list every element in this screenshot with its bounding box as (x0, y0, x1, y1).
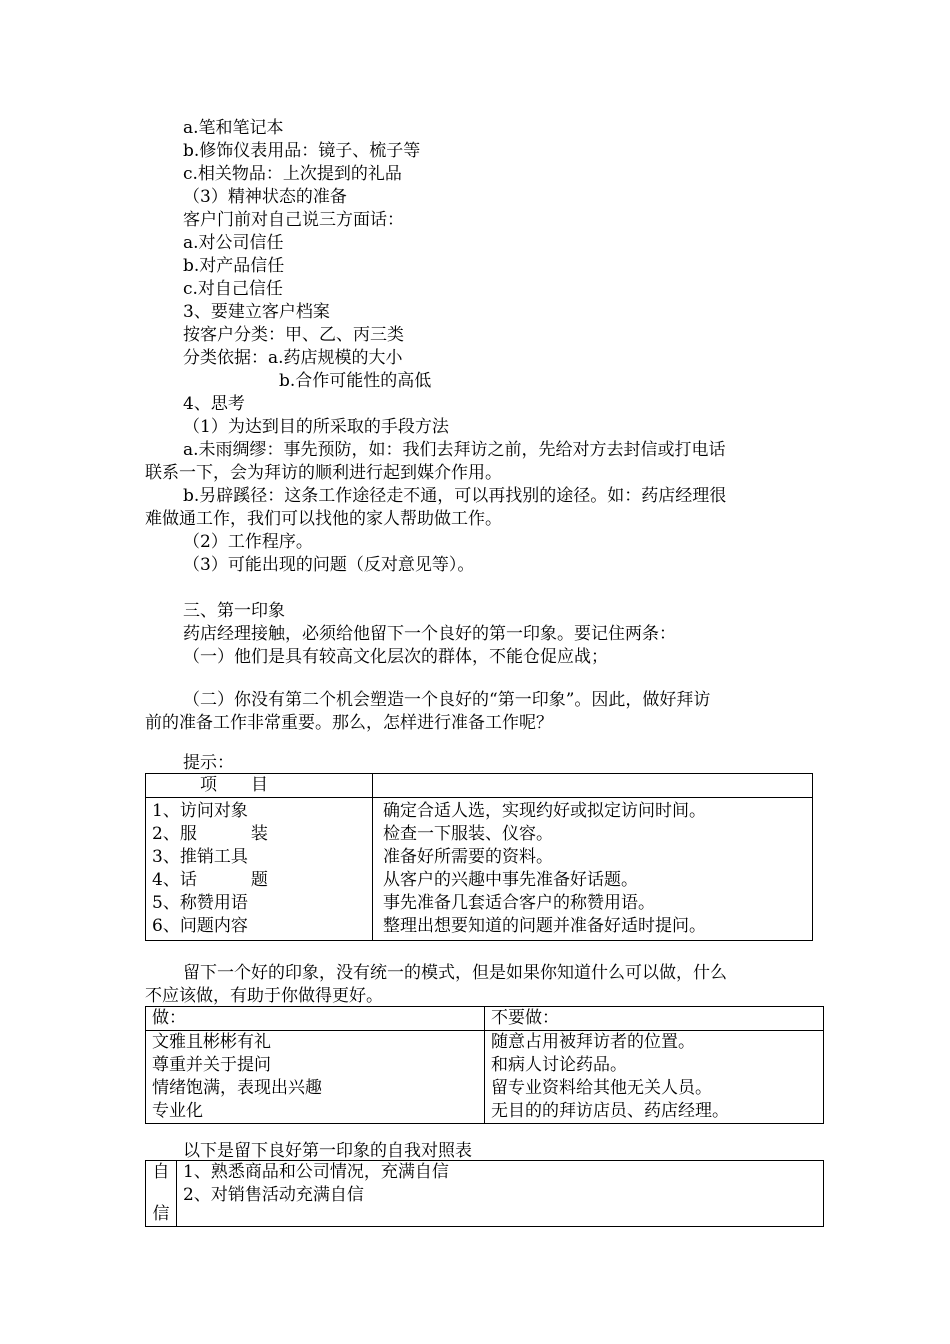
text-line: （3）精神状态的准备 (183, 187, 347, 207)
list-item: 2、对销售活动充满自信 (183, 1185, 364, 1205)
dont-cell (485, 1031, 824, 1124)
list-item: 1、访问对象 (152, 801, 248, 821)
paragraph-line: 联系一下，会为拜访的顺利进行起到媒介作用。 (145, 463, 502, 483)
list-item: 3、推销工具 (152, 847, 248, 867)
text-line: b.修饰仪表用品：镜子、梳子等 (183, 141, 421, 161)
text-line: （2）工作程序。 (183, 532, 313, 552)
section-heading: 4、思考 (183, 394, 245, 414)
table-header-row (146, 1007, 824, 1031)
header-cell (146, 774, 373, 798)
table-row (146, 1161, 824, 1227)
list-item: 文雅且彬彬有礼 (152, 1032, 271, 1052)
list-item: 从客户的兴趣中事先准备好话题。 (383, 870, 638, 890)
header-label: 项 (200, 775, 217, 795)
table-row (146, 798, 813, 941)
do-header: 做： (146, 1007, 485, 1031)
list-item: 4、话 题 (152, 870, 268, 890)
header-label: 目 (251, 775, 268, 795)
list-item: 确定合适人选，实现约好或拟定访问时间。 (383, 801, 706, 821)
text-line: c.相关物品：上次提到的礼品 (183, 164, 402, 184)
list-item: 2、服 装 (152, 824, 268, 844)
table-header-row (146, 774, 813, 798)
list-item: 检查一下服装、仪容。 (383, 824, 553, 844)
category-cell (146, 1161, 177, 1227)
text-line: （3）可能出现的问题（反对意见等）。 (183, 555, 475, 575)
text-line: a.对公司信任 (183, 233, 284, 253)
list-item: 随意占用被拜访者的位置。 (491, 1032, 695, 1052)
section-heading: 3、要建立客户档案 (183, 302, 330, 322)
text-line: a.笔和笔记本 (183, 118, 284, 138)
text-line: 分类依据：a.药店规模的大小 (183, 348, 403, 368)
descs-cell (373, 798, 813, 941)
paragraph-line: （二）你没有第二个机会塑造一个良好的“第一印象”。因此，做好拜访 (183, 690, 711, 710)
category-label: 自 (152, 1162, 170, 1182)
section-heading: 三、第一印象 (183, 601, 285, 621)
category-label: 信 (152, 1204, 170, 1224)
list-item: 事先准备几套适合客户的称赞用语。 (383, 893, 655, 913)
list-item: 和病人讨论药品。 (491, 1055, 627, 1075)
header-cell (373, 774, 813, 798)
do-cell (146, 1031, 485, 1124)
paragraph-line: 留下一个好的印象，没有统一的模式，但是如果你知道什么可以做，什么 (183, 963, 727, 983)
paragraph-line: 不应该做，有助于你做得更好。 (145, 986, 383, 1006)
text-line: 按客户分类：甲、乙、丙三类 (183, 325, 404, 345)
table-caption: 以下是留下良好第一印象的自我对照表 (183, 1141, 472, 1161)
list-item: 专业化 (152, 1101, 203, 1121)
paragraph-line: a.未雨绸缪：事先预防，如：我们去拜访之前，先给对方去封信或打电话 (183, 440, 726, 460)
self-check-table (145, 1160, 824, 1227)
list-item: 1、熟悉商品和公司情况，充满自信 (183, 1162, 449, 1182)
text-line: c.对自己信任 (183, 279, 283, 299)
text-line: 客户门前对自己说三方面话： (183, 210, 404, 230)
list-item: 尊重并关于提问 (152, 1055, 271, 1075)
list-item: 情绪饱满，表现出兴趣 (152, 1078, 322, 1098)
list-item: 准备好所需要的资料。 (383, 847, 553, 867)
items-cell (177, 1161, 824, 1227)
table-row (146, 1031, 824, 1124)
list-item: 无目的的拜访店员、药店经理。 (491, 1101, 729, 1121)
dont-header: 不要做： (485, 1007, 824, 1031)
paragraph-line: 难做通工作，我们可以找他的家人帮助做工作。 (145, 509, 502, 529)
list-item: 留专业资料给其他无关人员。 (491, 1078, 712, 1098)
table-caption: 提示： (183, 753, 234, 773)
paragraph-line: 前的准备工作非常重要。那么，怎样进行准备工作呢？ (145, 713, 553, 733)
text-line: （1）为达到目的所采取的手段方法 (183, 417, 449, 437)
paragraph-line: 药店经理接触，必须给他留下一个良好的第一印象。要记住两条： (183, 624, 676, 644)
preparation-table (145, 773, 813, 941)
list-item: 5、称赞用语 (152, 893, 248, 913)
list-item: 整理出想要知道的问题并准备好适时提问。 (383, 916, 706, 936)
text-line: b.合作可能性的高低 (279, 371, 432, 391)
paragraph-line: b.另辟蹊径：这条工作途径走不通，可以再找别的途径。如：药店经理很 (183, 486, 727, 506)
text-line: b.对产品信任 (183, 256, 285, 276)
do-dont-table (145, 1006, 824, 1124)
text-line: （一）他们是具有较高文化层次的群体，不能仓促应战； (183, 647, 608, 667)
items-cell (146, 798, 373, 941)
list-item: 6、问题内容 (152, 916, 248, 936)
